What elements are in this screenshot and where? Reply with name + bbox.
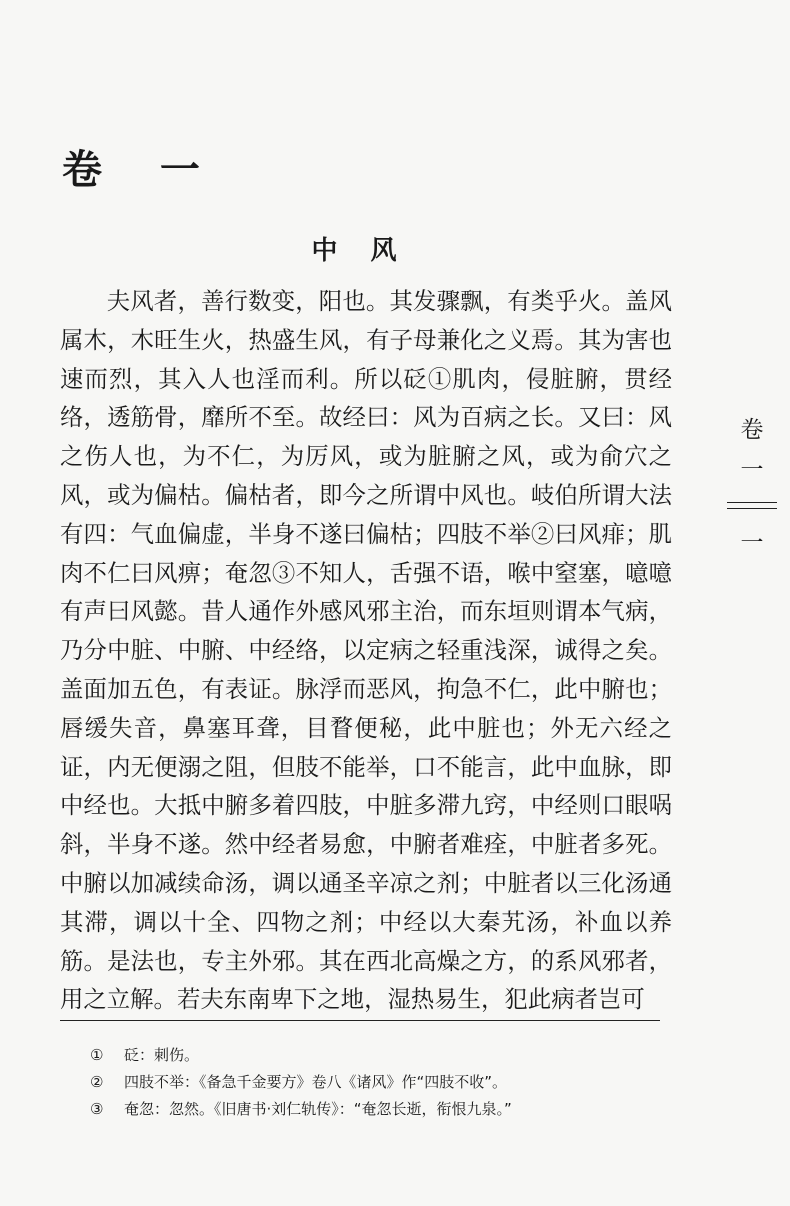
page-number: 一 [740,530,764,556]
body-paragraph: 夫风者，善行数变，阳也。其发骤飘，有类乎火。盖风属木，木旺生火，热盛生风，有子母兼化之义焉。其为害也速而烈，其入人也淫而利。所以砭①肌肉，侵脏腑，贯经络，透筋骨，靡所不至。故经曰：风为百病之长。又曰：风之伤人也，为不仁，为厉风，或为脏腑之风，或为俞穴之风，或为偏枯。偏枯者，即今之所谓中风也。岐伯所谓大法有四：气血偏虚，半身不遂曰偏枯；四肢不举②曰风痱；肌肉不仁曰风痹；奄忽③不知人，舌强不语，喉中窒塞，噫噫有声曰风懿。昔人通作外感风邪主治，而东垣则谓本气病，乃分中脏、中腑、中经络，以定病之轻重浅深，诚得之矣。盖面加五色，有表证。脉浮而恶风，拘急不仁，此中腑也；唇缓失音，鼻塞耳聋，目瞀便秘，此中脏也；外无六经之证，内无便溺之阻，但肢不能举，口不能言，此中血脉，即中经也。大抵中腑多着四肢，中脏多滞九窍，中经则口眼㖞斜，半身不遂。然中经者易愈，中腑者难痊，中脏者多死。中腑以加减续命汤，调以通圣辛凉之剂；中脏者以三化汤通其滞，调以十全、四物之剂；中经以大秦艽汤，补血以养筋。是法也，专主外邪。其在西北高燥之方，的系风邪者，用之立解。若夫东南卑下之地，湿热易生，犯此病者岂可 [60,287,672,1014]
footnote-text: 四肢不举：《备急千金要方》卷八《诸风》作“四肢不收”。 [124,1073,508,1091]
footnote-2 [90,1069,730,1096]
footnotes [90,1042,730,1123]
running-header-rule [727,502,777,509]
footnote-text: 奄忽：忽然。《旧唐书·刘仁轨传》：“奄忽长逝，衔恨九泉。” [124,1100,512,1118]
footnote-text: 砭：刺伤。 [124,1046,200,1064]
section-title: 中 风 [311,236,409,266]
footnote-marker: ③ [90,1100,104,1118]
running-header-volume: 卷 [740,417,764,443]
volume-title: 卷 一 [62,146,222,193]
footnote-divider [60,1020,660,1021]
footnote-marker: ② [90,1073,104,1091]
footnote-marker: ① [90,1046,104,1064]
footnote-1 [90,1042,730,1069]
running-header-volume-number: 一 [740,457,764,483]
footnote-3 [90,1096,730,1123]
body-text-block [60,282,672,1019]
running-header [722,410,782,563]
